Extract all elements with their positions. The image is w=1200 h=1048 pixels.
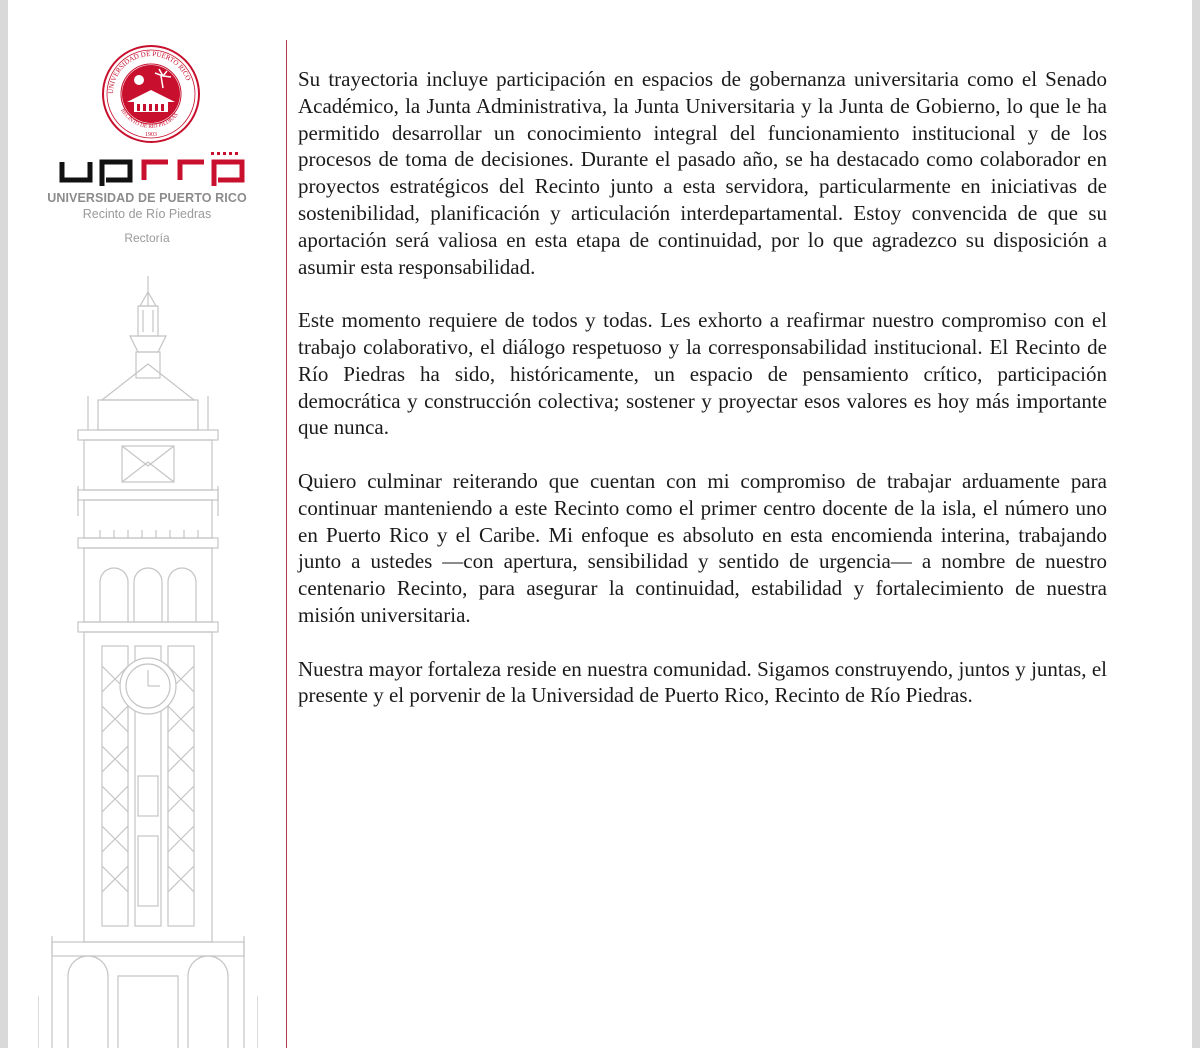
university-name: UNIVERSIDAD DE PUERTO RICO <box>47 191 247 205</box>
clock-tower-illustration <box>38 276 258 1048</box>
seal-text-top: UNIVERSIDAD DE PUERTO RICO <box>106 49 193 95</box>
body-paragraph: Nuestra mayor fortaleza reside en nuestra comunidad. Sigamos construyendo, juntos y juntas, el presente y el porvenir de la Universidad de Puerto Rico, Recinto de Río Piedras. <box>298 656 1107 708</box>
letter-page <box>8 0 1192 1048</box>
seal-year: 1903 <box>145 132 157 138</box>
office-name: Rectoría <box>124 231 170 245</box>
university-seal-logo <box>101 44 201 144</box>
body-paragraph: Quiero culminar reiterando que cuentan con mi compromiso de trabajar arduamente para continuar manteniendo a este Recinto como el primer centro docente de la isla, el número uno en Puerto Rico y el Caribe. Mi enfoque es absoluto en esta encomienda interina, trabajando junto a ustedes —con apertura, sensibilidad y sentido de urgencia— a nombre de nuestro centenario Recinto, para asegurar la continuidad, estabilidad y fortalecimiento de nuestra misión universitaria. <box>298 468 1107 627</box>
vertical-divider <box>286 40 287 1048</box>
seal-text-right: RECINTO DE RÍO PIEDRAS <box>119 107 180 131</box>
body-paragraph: Su trayectoria incluye participación en espacios de gobernanza universitaria como el Senado Académico, la Junta Administrativa, la Junta Universitaria y la Junta de Gobierno, lo que le ha permitido desarrollar un conocimiento integral del funcionamiento institucional y de los procesos de toma de decisiones. Durante el pasado año, se ha destacado como colaborador en proyectos estratégicos del Recinto junto a esta servidora, particularmente en iniciativas de sostenibilidad, planificación y articulación interdepartamental. Estoy convencida de que su aportación será valiosa en esta etapa de continuidad, por lo que agradezco su disposición a asumir esta responsabilidad. <box>298 67 1107 279</box>
letterhead-sidebar <box>8 0 286 1048</box>
uprrp-wordmark-logo <box>56 150 246 186</box>
body-paragraph: Este momento requiere de todos y todas. Les exhorto a reafirmar nuestro compromiso con el trabajo colaborativo, el diálogo respetuoso y la corresponsabilidad institucional. El Recinto de Río Piedras ha sido, históricamente, un espacio de pensamiento crítico, participación democrática y construcción colectiva; sostener y proyectar esos valores es hoy más importante que nunca. <box>298 308 1107 440</box>
letter-body <box>298 66 1107 736</box>
campus-name: Recinto de Río Piedras <box>82 207 212 221</box>
